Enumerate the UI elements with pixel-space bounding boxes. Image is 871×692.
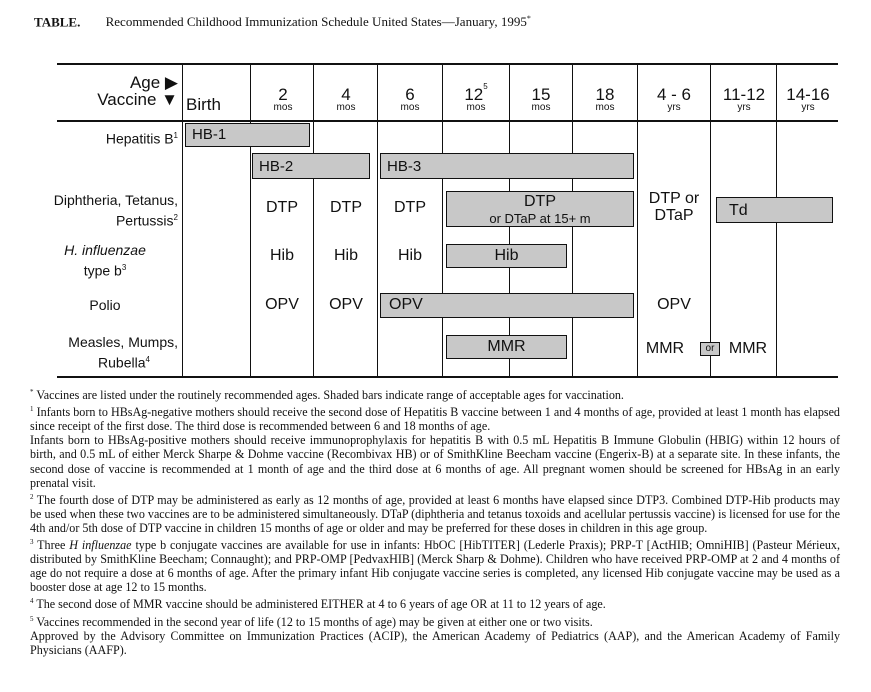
col-age: 12 bbox=[464, 85, 484, 104]
vaccine-polio-name: Polio bbox=[89, 297, 121, 313]
footnote-star bbox=[30, 385, 840, 402]
bar-sublabel: or DTaP at 15+ m bbox=[489, 211, 591, 226]
caption-mark: * bbox=[526, 14, 531, 23]
footnote-4 bbox=[30, 594, 840, 611]
dose-dtp-4mos: DTP bbox=[330, 199, 362, 216]
dose-hib-4mos: Hib bbox=[333, 247, 358, 264]
footnote-ref: 4 bbox=[145, 355, 150, 364]
bar-label: HB-2 bbox=[259, 158, 294, 175]
dose-dtp-4-6yrs bbox=[638, 190, 710, 224]
vline-11-12yrs bbox=[710, 63, 711, 377]
bar-mmr bbox=[446, 335, 567, 359]
footnote-2 bbox=[30, 490, 840, 535]
rule-top bbox=[57, 63, 838, 65]
col-birth: Birth bbox=[186, 95, 221, 114]
col-age: 4 bbox=[341, 85, 351, 104]
footnote-text: The fourth dose of DTP may be administered as early as 12 months of age, provided at least 6 months have elapsed since DTP3. Combined DTP-Hib products may be used when these two vaccines are to be administered simultaneously. DTaP (diphtheria and tetanus toxoids and acellular pertussis vaccine) is licensed for use for the 4th and/or 5th dose of DTP vaccine in children 15 months of age or older and may be preferred for these doses in children in this age group. bbox=[30, 492, 840, 535]
footnote-3 bbox=[30, 535, 840, 594]
bar-label: Hib bbox=[494, 247, 519, 264]
approval-note bbox=[30, 629, 840, 657]
vline-12mos bbox=[442, 63, 443, 377]
col-age: 4 - 6 bbox=[656, 85, 692, 104]
col-4mos bbox=[321, 86, 371, 113]
col-12mos bbox=[449, 82, 503, 113]
dose-dtp-2mos: DTP bbox=[266, 199, 298, 216]
footnote-mark: 1 bbox=[30, 405, 34, 414]
footnote-text: Approved by the Advisory Committee on Immunization Practices (ACIP), the American Academy of Pediatrics (AAP), and the American Academy of Family Physicians (AAFP). bbox=[30, 628, 840, 657]
bar-label: DTP bbox=[524, 193, 556, 210]
bar-label: OPV bbox=[389, 296, 423, 313]
vaccine-mmr bbox=[30, 333, 178, 372]
vaccine-hepb-name: Hepatitis B bbox=[105, 130, 174, 147]
col-age: 2 bbox=[278, 85, 288, 104]
vaccine-polio bbox=[30, 296, 180, 314]
caption-label: TABLE. bbox=[34, 14, 81, 30]
vline-4mos bbox=[313, 63, 314, 377]
or-box: or bbox=[700, 342, 720, 356]
vaccine-dtp-name2: Pertussis bbox=[115, 212, 174, 229]
vaccine-mmr-name1: Measles, Mumps, bbox=[68, 334, 178, 350]
dose-opv-4-6yrs: OPV bbox=[657, 296, 691, 313]
footnote-mark: 3 bbox=[30, 538, 34, 547]
bar-label: HB-3 bbox=[387, 158, 422, 175]
col-unit: yrs bbox=[801, 102, 815, 113]
age-vaccine-header bbox=[62, 74, 178, 108]
vaccine-hib-name1: H. influenzae bbox=[64, 242, 146, 258]
vaccine-hib bbox=[30, 241, 180, 280]
footnotes bbox=[30, 385, 840, 657]
col-unit: mos bbox=[531, 102, 551, 113]
dose-dtp-6mos: DTP bbox=[394, 199, 426, 216]
col-age: 15 bbox=[531, 85, 551, 104]
bar-label: Td bbox=[729, 202, 748, 219]
vaccine-dtp bbox=[30, 191, 178, 230]
col-4-6yrs bbox=[640, 86, 708, 113]
footnote-ref: 1 bbox=[173, 131, 178, 140]
col-sup: 5 bbox=[483, 82, 488, 91]
footnote-mark: 4 bbox=[30, 597, 34, 606]
rule-header bbox=[57, 120, 838, 122]
dose-opv-4mos: OPV bbox=[329, 296, 363, 313]
footnote-mark: 2 bbox=[30, 492, 34, 501]
col-age: 11-12 bbox=[722, 85, 766, 104]
footnote-ref: 2 bbox=[173, 213, 178, 222]
col-unit: mos bbox=[400, 102, 420, 113]
footnote-1a bbox=[30, 402, 840, 433]
col-age: 18 bbox=[595, 85, 615, 104]
footnote-1b bbox=[30, 433, 840, 489]
footnote-mark: 5 bbox=[30, 614, 34, 623]
col-6mos bbox=[385, 86, 435, 113]
dose-mmr-4-6yrs: MMR bbox=[645, 340, 685, 357]
vaccine-label: Vaccine ▼ bbox=[97, 90, 178, 109]
vaccine-mmr-name2: Rubella bbox=[98, 354, 146, 371]
footnote-text: Infants born to HBsAg-negative mothers should receive the second dose of Hepatitis B vaccine between 1 and 4 months of age, provided at least 1 month has elapsed since receipt of the first dose. The third dose is recommended between 6 and 18 months of age. bbox=[30, 405, 840, 434]
bar-hib bbox=[446, 244, 567, 268]
footnote-5 bbox=[30, 612, 840, 629]
footnote-text: The second dose of MMR vaccine should be administered EITHER at 4 to 6 years of age OR at 11 to 12 years of age. bbox=[36, 597, 606, 612]
col-unit: yrs bbox=[737, 102, 751, 113]
footnote-ref: 3 bbox=[121, 263, 127, 272]
vaccine-dtp-name1: Diphtheria, Tetanus, bbox=[53, 192, 178, 208]
caption-title: Recommended Childhood Immunization Schedule United States—January, 1995 bbox=[105, 14, 527, 30]
col-age: 6 bbox=[405, 85, 415, 104]
age-label: Age ▶ bbox=[129, 73, 178, 92]
col-11-12yrs bbox=[712, 86, 776, 113]
col-unit: mos bbox=[336, 102, 356, 113]
rule-bottom bbox=[57, 376, 838, 378]
col-15mos bbox=[516, 86, 566, 113]
footnote-text: Three bbox=[37, 538, 66, 553]
col-unit: yrs bbox=[667, 102, 681, 113]
dose-hib-2mos: Hib bbox=[269, 247, 294, 264]
col-age-wrap bbox=[449, 82, 503, 104]
dose-dtap: DTaP bbox=[654, 207, 694, 224]
vaccine-hepb bbox=[30, 127, 178, 148]
bar-opv bbox=[380, 293, 634, 318]
footnote-text: Vaccines recommended in the second year of life (12 to 15 months of age) may be given at either one or two visits. bbox=[36, 614, 593, 629]
vline-6mos bbox=[377, 63, 378, 377]
bar-label: MMR bbox=[487, 338, 526, 355]
bar-td bbox=[716, 197, 833, 223]
bar-hb2 bbox=[252, 153, 370, 179]
bar-dtp bbox=[446, 191, 634, 227]
col-unit: mos bbox=[273, 102, 293, 113]
dose-opv-2mos: OPV bbox=[265, 296, 299, 313]
footnote-italic: H influenzae bbox=[69, 538, 132, 553]
bar-hb1 bbox=[185, 123, 310, 147]
dose-mmr-11-12yrs: MMR bbox=[728, 340, 768, 357]
bar-label: HB-1 bbox=[192, 126, 227, 143]
vline-2mos bbox=[250, 63, 251, 377]
col-2mos bbox=[258, 86, 308, 113]
vaccine-hib-name2: type b bbox=[83, 262, 122, 279]
col-14-16yrs bbox=[777, 86, 839, 113]
col-18mos bbox=[579, 86, 631, 113]
footnote-text: type b conjugate vaccines are available for use in infants: HbOC [HibTITER] (Lederle Praxis); PRP-T [ActHIB; OmniHIB] (Pasteur Mérieux, distributed by SmithKline Beecham; Connaught); and PRP-OMP [PedvaxHIB] (Merck Sharp & Dohme). Children who have received PRP-OMP at 2 and 4 months of age do not require a dose at 6 months of age. After the primary infant Hib conjugate vaccine series is completed, any licensed Hib conjugate vaccine may be used as a booster dose at age 12 to 15 months. bbox=[30, 538, 840, 595]
col-unit: mos bbox=[466, 102, 486, 113]
col-age: 14-16 bbox=[786, 85, 830, 104]
dose-dtp-or: DTP or bbox=[648, 190, 700, 207]
col-unit: mos bbox=[595, 102, 615, 113]
footnote-mark: * bbox=[30, 388, 34, 396]
bar-hb3 bbox=[380, 153, 634, 179]
vline-birth bbox=[182, 63, 183, 377]
footnote-text: Vaccines are listed under the routinely recommended ages. Shaded bars indicate range of acceptable ages for vaccination. bbox=[36, 388, 624, 403]
footnote-text: Infants born to HBsAg-positive mothers should receive immunoprophylaxis for hepatitis B with 0.5 mL Hepatitis B Immune Globulin (HBIG) within 12 hours of birth, and 0.5 mL of either Merck Sharpe & Dohme vaccine (Recombivax HB) or of SmithKline Beecham vaccine (Engerix-B) at a separate site. In these infants, the second dose of vaccine is recommended at 1 month of age and the third dose at 6 months of age. All pregnant women should be screened for HBsAg in an early prenatal visit. bbox=[30, 433, 840, 490]
dose-hib-6mos: Hib bbox=[397, 247, 422, 264]
